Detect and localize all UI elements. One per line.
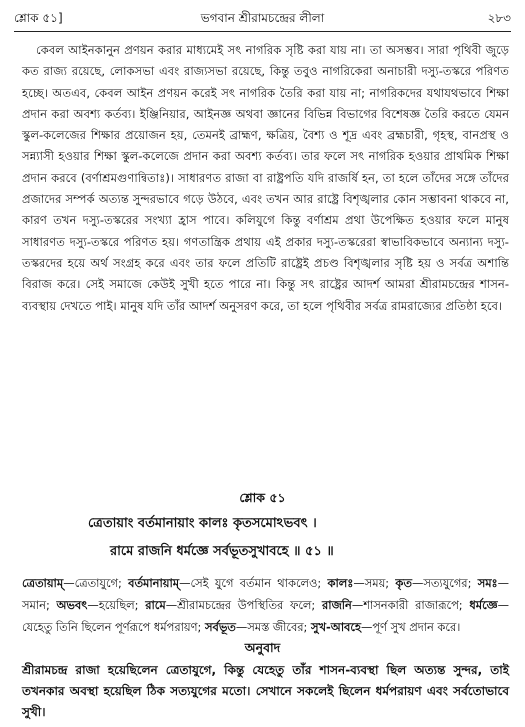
translation-heading: অনুবাদ — [244, 640, 281, 655]
synonym-meaning: ত্রেতাযুগে; — [74, 576, 129, 590]
synonym-dash: — — [351, 597, 364, 612]
synonym-dash: — — [360, 619, 373, 634]
synonym-dash: — — [63, 576, 75, 590]
synonym-term: অভবৎ — [56, 597, 88, 612]
synonym-meaning: সেই যুগে বর্তমান থাকলেও; — [190, 576, 328, 590]
synonym-dash: — — [179, 576, 191, 590]
synonym-dash: — — [497, 576, 510, 590]
verse-line-1: ত্রেতায়াং বর্তমানায়াং কালঃ কৃতসমোঽভবৎ । — [88, 516, 317, 531]
synonym-term: বর্তমানায়াম্ — [128, 576, 180, 590]
synonym-meaning: সমান; — [22, 597, 57, 612]
verse-block — [50, 510, 467, 567]
purport-text: কেবল আইনকানুন প্রণয়ন করার মাধ্যমেই সৎ নাগরিক সৃষ্টি করা যায় না। তা অসম্ভব। সারা পৃথিবী জুড়ে কত রাজ্য রয়েছে, লোকসভা এবং রাজ্যসভা রয়েছে, কিন্তু তবুও নাগরিকেরা অনাচারী দস্যু-তস্করে পরিণত হচ্ছে। অতএব, কেবল আইন প্রণয়ন করেই সৎ নাগরিক তৈরি করা যায় না; নাগরিকদের যথাযথভাবে শিক্ষা প্রদান করা অবশ্য কর্তব্য। ইঞ্জিনিয়ার, আইনজ্ঞ অথবা জ্ঞানের বিভিন্ন বিভাগের বিশেষজ্ঞ তৈরি করতে যেমন স্কুল-কলেজের শিক্ষার প্রয়োজন হয়, তেমনই ব্রাহ্মণ, ক্ষত্রিয়, বৈশ্য ও শূদ্র এবং ব্রহ্মচারী, গৃহস্থ, বানপ্রস্থ ও সন্ন্যাসী হওয়ার শিক্ষা স্কুল-কলেজে প্রদান করা অবশ্য কর্তব্য। তার ফলে সৎ নাগরিক হওয়ার প্রাথমিক শিক্ষা প্রদান করবে (বর্ণাশ্রমগুণান্বিতাঃ)। সাধারণত রাজা বা রাষ্ট্রপতি যদি রাজর্ষি হন, তা হলে তাঁদের সঙ্গে তাঁদের প্রজাদের সম্পর্ক অত্যন্ত সুন্দরভাবে গড়ে উঠবে, এবং তখন আর রাষ্ট্রে বিশৃঙ্খলার কোন সম্ভাবনা থাকবে না, কারণ তখন দস্যু-তস্করের সংখ্যা হ্রাস পাবে। কলিযুগে কিন্তু বর্ণাশ্রম প্রথা উপেক্ষিত হওয়ার ফলে মানুষ সাধারণত দস্যু-তস্করে পরিণত হয়। গণতান্ত্রিক প্রথায় এই প্রকার দস্যু-তস্করেরা স্বাভাবিকভাবে অন্যান্য দস্যু-তস্করদের হয়ে অর্থ সংগ্রহ করে এবং তার ফলে প্রতিটি রাষ্ট্রেই প্রচণ্ড বিশৃঙ্খলার সৃষ্টি হয় ও সর্বত্র অশান্তি বিরাজ করে। সেই সমাজে কেউই সুখী হতে পারে না। কিন্তু সৎ রাষ্ট্রের আদর্শ আমরা শ্রীরামচন্দ্রের শাসন-ব্যবস্থায় দেখতে পাই। মানুষ যদি তাঁর আদর্শ অনুসরণ করে, তা হলে পৃথিবীর সর্বত্র রামরাজ্যের প্রতিষ্ঠা হবে। — [22, 43, 509, 313]
synonyms-paragraph — [22, 573, 509, 638]
synonym-dash: — — [165, 597, 178, 612]
synonym-term: সর্বভূত — [204, 619, 236, 634]
synonym-meaning: যেহেতু তিনি ছিলেন পূর্ণরূপে ধর্মপরায়ণ; — [22, 619, 205, 634]
synonym-term: ধর্মজ্ঞে — [469, 597, 498, 612]
page-number: ২৮৩ — [487, 11, 511, 25]
synonym-dash: — — [497, 597, 509, 612]
synonym-term: কালঃ — [327, 576, 354, 590]
synonym-meaning: সময়; — [364, 576, 396, 590]
header-verse-ref: শ্লোক ৫১] — [14, 11, 63, 25]
synonym-term: রাজনি — [322, 597, 352, 612]
synonym-term: কৃত — [395, 576, 412, 590]
synonym-dash: — — [87, 597, 99, 612]
synonym-term: রামে — [145, 597, 166, 612]
synonym-meaning: হয়েছিল; — [98, 597, 146, 612]
translation-text: শ্রীরামচন্দ্র রাজা হয়েছিলেন ত্রেতাযুগে, কিন্তু যেহেতু তাঁর শাসন-ব্যবস্থা ছিল অত্যন্ত সুন্দর, তাই তখনকার অবস্থা হয়েছিল ঠিক সত্যযুগের মতো। সেখানে সকলেই ছিলেন ধর্মপরায়ণ এবং সর্বতোভাবে সুখী। — [22, 663, 509, 719]
synonym-term: ত্রেতায়াম্ — [22, 576, 64, 590]
synonym-meaning: সত্যযুগের; — [423, 576, 478, 590]
header-rule — [14, 31, 511, 32]
synonym-meaning: শাসনকারী রাজারূপে; — [363, 597, 470, 612]
synonym-term: সুখ-আবহে — [311, 619, 361, 634]
synonym-meaning: পূর্ণ সুখ প্রদান করে। — [372, 619, 461, 634]
verse-line-2: রামে রাজনি ধর্মজ্ঞে সর্বভূতসুখাবহে ॥ ৫১ ॥ — [110, 544, 334, 559]
synonym-term: সমঃ — [477, 576, 498, 590]
synonym-dash: — — [353, 576, 365, 590]
synonym-meaning: শ্রীরামচন্দ্রের উপস্থিতির ফলে; — [177, 597, 322, 612]
verse-heading: শ্লোক ৫১ — [239, 490, 286, 505]
purport-paragraph — [22, 40, 509, 317]
synonym-dash: — — [411, 576, 424, 590]
synonym-meaning: সমস্ত জীবের; — [247, 619, 312, 634]
header-title: ভগবান শ্রীরামচন্দ্রের লীলা — [200, 11, 325, 25]
synonym-dash: — — [235, 619, 248, 634]
running-header — [14, 10, 511, 30]
